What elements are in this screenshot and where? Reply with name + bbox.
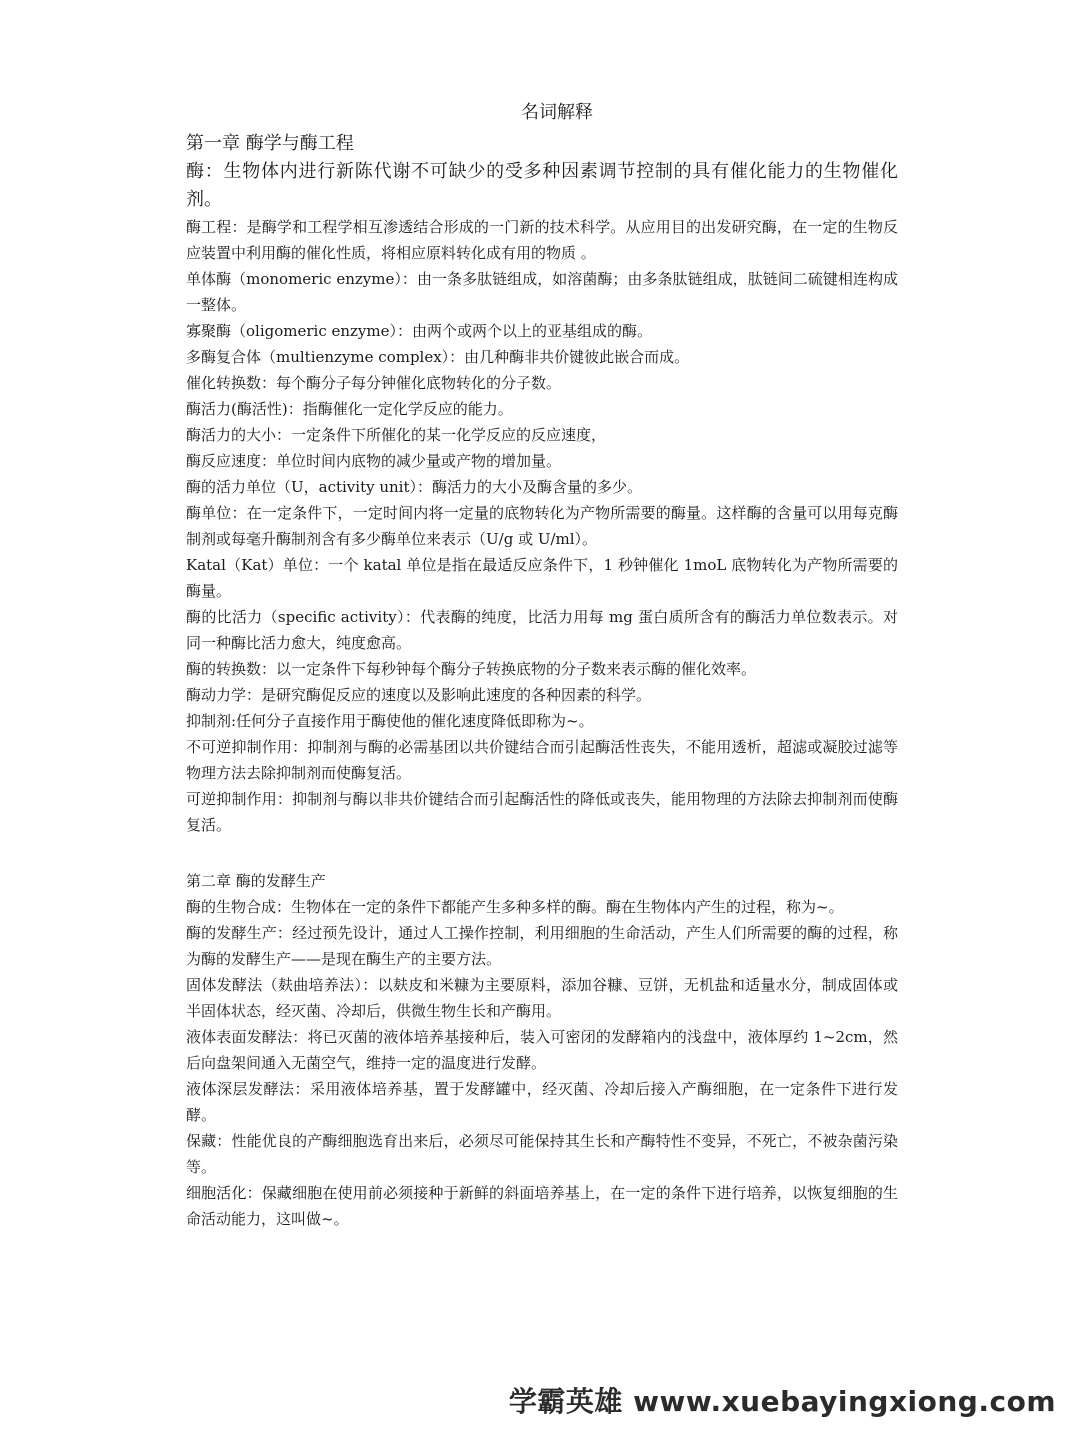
chapter-2: [186, 868, 898, 1232]
site-watermark: 学霸英雄 www.xuebayingxiong.com: [508, 1385, 1056, 1418]
term-definition: 酶：生物体内进行新陈代谢不可缺少的受多种因素调节控制的具有催化能力的生物催化剂。: [186, 161, 898, 210]
term-definition: Katal（Kat）单位：一个 katal 单位是指在最适反应条件下，1 秒钟催化 1moL 底物转化为产物所需要的酶量。: [186, 556, 898, 600]
chapter-heading: 第二章 酶的发酵生产: [186, 872, 326, 890]
term-definition: 酶动力学：是研究酶促反应的速度以及影响此速度的各种因素的科学。: [186, 686, 652, 704]
term-definition: 酶活力的大小：一定条件下所催化的某一化学反应的反应速度，: [186, 426, 607, 444]
term-definition: 酶的发酵生产：经过预先设计，通过人工操作控制，利用细胞的生命活动，产生人们所需要的酶的过程，称为酶的发酵生产——是现在酶生产的主要方法。: [186, 924, 898, 968]
term-definition: 液体表面发酵法：将已灭菌的液体培养基接种后，装入可密闭的发酵箱内的浅盘中，液体厚约 1~2cm，然后向盘架间通入无菌空气，维持一定的温度进行发酵。: [186, 1028, 898, 1072]
term-definition: 酶活力(酶活性)：指酶催化一定化学反应的能力。: [186, 400, 513, 418]
term-definition: 单体酶（monomeric enzyme）：由一条多肽链组成，如溶菌酶；由多条肽链组成，肽链间二硫键相连构成一整体。: [186, 270, 898, 314]
document-title: 名词解释: [521, 102, 593, 123]
term-definition: 酶反应速度：单位时间内底物的减少量或产物的增加量。: [186, 452, 562, 470]
term-definition: 抑制剂:任何分子直接作用于酶使他的催化速度降低即称为~。: [186, 712, 594, 730]
term-definition: 寡聚酶（oligomeric enzyme）：由两个或两个以上的亚基组成的酶。: [186, 322, 653, 340]
term-definition: 可逆抑制作用：抑制剂与酶以非共价键结合而引起酶活性的降低或丧失，能用物理的方法除去抑制剂而使酶复活。: [186, 790, 898, 834]
term-definition: 催化转换数：每个酶分子每分钟催化底物转化的分子数。: [186, 374, 562, 392]
term-definition: 酶工程：是酶学和工程学相互渗透结合形成的一门新的技术科学。从应用目的出发研究酶，在一定的生物反应装置中利用酶的催化性质，将相应原料转化成有用的物质 。: [186, 218, 898, 262]
term-definition: 酶的生物合成：生物体在一定的条件下都能产生多种多样的酶。酶在生物体内产生的过程，称为~。: [186, 898, 844, 916]
term-definition: 酶的活力单位（U，activity unit）：酶活力的大小及酶含量的多少。: [186, 478, 643, 496]
term-definition: 不可逆抑制作用：抑制剂与酶的必需基团以共价键结合而引起酶活性丧失，不能用透析，超滤或凝胶过滤等物理方法去除抑制剂而使酶复活。: [186, 738, 898, 782]
term-definition: 酶单位：在一定条件下，一定时间内将一定量的底物转化为产物所需要的酶量。这样酶的含量可以用每克酶制剂或每毫升酶制剂含有多少酶单位来表示（U/g 或 U/ml）。: [186, 504, 898, 548]
document-page: [186, 96, 898, 1232]
term-definition: 酶的比活力（specific activity）：代表酶的纯度，比活力用每 mg 蛋白质所含有的酶活力单位数表示。对同一种酶比活力愈大，纯度愈高。: [186, 608, 898, 652]
chapter-1: [186, 130, 898, 838]
term-definition: 液体深层发酵法：采用液体培养基，置于发酵罐中，经灭菌、冷却后接入产酶细胞，在一定条件下进行发酵。: [186, 1080, 898, 1124]
term-definition: 固体发酵法（麸曲培养法）：以麸皮和米糠为主要原料，添加谷糠、豆饼，无机盐和适量水分，制成固体或半固体状态，经灭菌、冷却后，供微生物生长和产酶用。: [186, 976, 898, 1020]
term-definition: 酶的转换数：以一定条件下每秒钟每个酶分子转换底物的分子数来表示酶的催化效率。: [186, 660, 757, 678]
chapter-heading: 第一章 酶学与酶工程: [186, 133, 354, 154]
term-definition: 多酶复合体（multienzyme complex）：由几种酶非共价键彼此嵌合而成。: [186, 348, 690, 366]
term-definition: 细胞活化：保藏细胞在使用前必须接种于新鲜的斜面培养基上，在一定的条件下进行培养，以恢复细胞的生命活动能力，这叫做~。: [186, 1184, 898, 1228]
term-definition: 保藏：性能优良的产酶细胞选育出来后，必须尽可能保持其生长和产酶特性不变异，不死亡，不被杂菌污染等。: [186, 1132, 898, 1176]
